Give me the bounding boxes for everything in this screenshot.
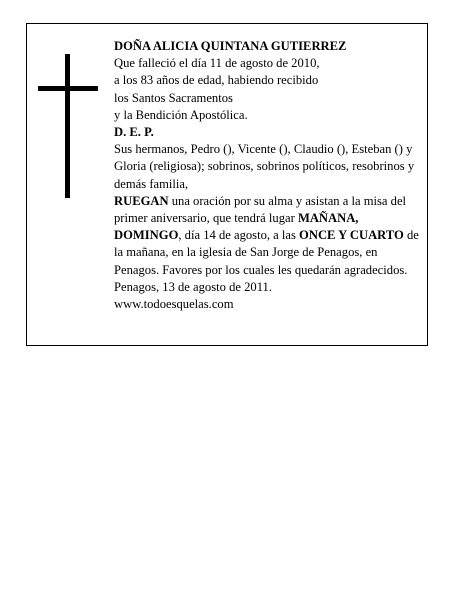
dep-label: D. E. P. [114, 125, 154, 140]
family-paragraph: Sus hermanos, Pedro (), Vicente (), Claudio (), Esteban () y Gloria (religiosa); sobrinos, sobrinos políticos, resobrinos y demás familia, [114, 142, 415, 191]
request-text-3: de la mañana, en la iglesia de San Jorge de Penagos, en Penagos. Favores por los cuales les quedarán agradecidos. [114, 228, 419, 277]
cross-horizontal-bar [38, 86, 98, 91]
deceased-name: DOÑA ALICIA QUINTANA GUTIERREZ [114, 39, 347, 53]
website-text: www.todoesquelas.com [114, 297, 234, 312]
obituary-notice [26, 23, 428, 346]
intro-line-3: los Santos Sacramentos [114, 90, 233, 105]
intro-line-2: a los 83 años de edad, habiendo recibido [114, 73, 319, 88]
request-text-1: una oración por su alma y asistan a la misa del primer aniversario, que tendrá lugar [114, 193, 407, 226]
time-highlight: ONCE Y CUARTO [299, 228, 404, 243]
day-highlight: MAÑANA, DOMINGO [114, 211, 359, 243]
cross-vertical-bar [65, 54, 70, 198]
request-text-2: , día 14 de agosto, a las [178, 228, 300, 243]
notice-text [114, 38, 420, 313]
cross-icon [38, 54, 98, 198]
ruegan-word: RUEGAN [114, 193, 169, 208]
request-paragraph [114, 193, 420, 279]
intro-line-1: Que falleció el día 11 de agosto de 2010, [114, 56, 320, 71]
intro-line-4: y la Bendición Apostólica. [114, 107, 248, 122]
place-date: Penagos, 13 de agosto de 2011. [114, 279, 272, 294]
